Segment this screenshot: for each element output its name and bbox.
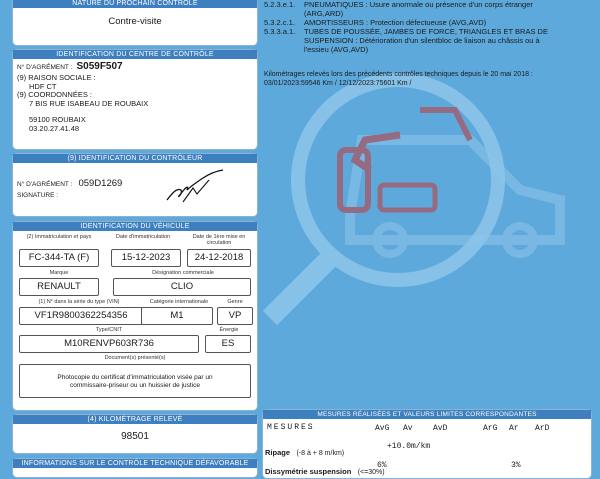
vehicule-header: IDENTIFICATION DU VÉHICULE bbox=[13, 222, 257, 231]
documents-label: Document(s) présenté(s) bbox=[104, 355, 166, 361]
km-history-line2: 03/01/2023:59546 Km / 12/12/2023:75601 Km / bbox=[264, 80, 412, 87]
genre-value: VP bbox=[217, 307, 253, 325]
signature-icon bbox=[163, 166, 233, 206]
next-control-header: NATURE DU PROCHAIN CONTRÔLE bbox=[13, 0, 257, 8]
marque-value: RENAULT bbox=[19, 278, 99, 296]
centre-agrement-value: S059F507 bbox=[76, 61, 123, 72]
defect-line: l'essieu (AVG,AVD) bbox=[304, 45, 369, 54]
categorie-value: M1 bbox=[141, 307, 213, 325]
measure-label: Ripage bbox=[265, 448, 291, 457]
vehicule-panel bbox=[12, 221, 258, 411]
energie-label: Énergie bbox=[219, 327, 239, 333]
date-first-label: Date de 1ère mise en circulation bbox=[192, 234, 246, 246]
measure-row-dissymetrie bbox=[265, 461, 589, 476]
documents-value-line1: Photocopie du certificat d'immatriculation visée par un bbox=[57, 374, 213, 381]
measure-value-ard: 3% bbox=[511, 461, 521, 470]
measure-value-av: +10.0m/km bbox=[387, 442, 431, 451]
centre-agrement-label: N° D'AGRÉMENT : bbox=[17, 64, 73, 71]
col-arg-header: ArG bbox=[483, 424, 498, 433]
km-history bbox=[264, 70, 533, 88]
magnifier-handle-icon bbox=[270, 258, 330, 318]
date-immat-label: Date d'immatriculation bbox=[115, 234, 171, 240]
kilometrage-panel bbox=[12, 414, 258, 454]
measure-value-avg: 6% bbox=[377, 461, 387, 470]
controleur-agrement-value: 059D1269 bbox=[78, 178, 123, 189]
defect-line: 5.2.3.e.1. PNEUMATIQUES : Usure anormale ou présence d'un corps étranger bbox=[264, 0, 533, 9]
centre-address-line1: 7 BIS RUE ISABEAU DE ROUBAIX bbox=[29, 98, 149, 108]
controleur-panel bbox=[12, 153, 258, 217]
defect-line: 5.3.2.c.1. AMORTISSEURS : Protection défectueuse (AVG,AVD) bbox=[264, 18, 487, 27]
genre-label: Genre bbox=[227, 299, 243, 305]
col-avg-header: AvG bbox=[375, 424, 390, 433]
controleur-header: (9) IDENTIFICATION DU CONTRÔLEUR bbox=[13, 154, 257, 163]
centre-panel bbox=[12, 49, 258, 150]
measure-limit: (-8 à + 8 m/km) bbox=[296, 450, 345, 457]
col-av-header: Av bbox=[403, 424, 413, 433]
measures-title: MESURES bbox=[267, 423, 315, 432]
date-first-value: 24-12-2018 bbox=[187, 249, 251, 267]
col-ard-header: ArD bbox=[535, 424, 550, 433]
centre-address-line2: 59100 ROUBAIX bbox=[29, 115, 86, 124]
defect-line: (ARG,ARD) bbox=[304, 9, 344, 18]
measure-limit: (<=30%) bbox=[357, 469, 385, 476]
immat-value: FC-344-TA (F) bbox=[19, 249, 99, 267]
date-immat-value: 15-12-2023 bbox=[111, 249, 181, 267]
vin-value: VF1R9800362254356 bbox=[19, 307, 143, 325]
centre-coord-label: (9) COORDONNÉES : bbox=[17, 90, 93, 99]
controleur-agrement-label: N° D'AGRÉMENT : bbox=[17, 181, 73, 188]
info-bottom-header: INFORMATIONS SUR LE CONTRÔLE TECHNIQUE DÉFAVORABLE bbox=[13, 459, 257, 468]
type-label: Type/CNIT bbox=[95, 327, 123, 333]
energie-value: ES bbox=[205, 335, 251, 353]
designation-label: Désignation commerciale bbox=[152, 270, 214, 276]
measures-panel bbox=[262, 409, 592, 479]
kilometrage-value: 98501 bbox=[121, 431, 149, 442]
centre-phone: 03.20.27.41.48 bbox=[29, 123, 80, 133]
defect-line: SUSPENSION : Détérioration d'un silentbloc de liaison au châssis ou à bbox=[304, 36, 540, 45]
categorie-label: Catégorie internationale bbox=[149, 299, 209, 305]
col-avd-header: AvD bbox=[433, 424, 448, 433]
centre-header: IDENTIFICATION DU CENTRE DE CONTRÔLE bbox=[13, 50, 257, 59]
documents-box bbox=[19, 364, 251, 398]
km-history-line1: Kilométrages relevés lors des précédents contrôles techniques depuis le 20 mai 2018 : bbox=[264, 71, 533, 78]
controleur-signature-label: SIGNATURE : bbox=[17, 192, 59, 199]
next-control-value: Contre-visite bbox=[108, 16, 162, 27]
info-bottom-panel bbox=[12, 458, 258, 478]
immat-label: (2) Immatriculation et pays bbox=[26, 234, 92, 240]
measures-header: MESURES RÉALISÉES ET VALEURS LIMITES CORRESPONDANTES bbox=[263, 410, 591, 419]
col-ar-header: Ar bbox=[509, 424, 519, 433]
next-control-panel bbox=[12, 0, 258, 46]
kilometrage-header: (4) KILOMÉTRAGE RELEVÉ bbox=[13, 415, 257, 424]
defects-list bbox=[264, 0, 548, 54]
type-value: M10RENVP603R736 bbox=[19, 335, 199, 353]
designation-value: CLIO bbox=[113, 278, 251, 296]
documents-value-line2: commissaire-priseur ou un huissier de justice bbox=[69, 382, 201, 389]
centre-raison-label: (9) RAISON SOCIALE : bbox=[17, 73, 96, 82]
defect-line: 5.3.3.a.1. TUBES DE POUSSÉE, JAMBES DE FORCE, TRIANGLES ET BRAS DE bbox=[264, 27, 548, 36]
centre-raison-value: HDF CT bbox=[29, 81, 57, 91]
vin-label: (1) N° dans la série du type (VIN) bbox=[38, 299, 120, 305]
measure-row-ripage bbox=[265, 442, 589, 457]
marque-label: Marque bbox=[49, 270, 69, 276]
measure-label: Dissymétrie suspension bbox=[265, 467, 352, 476]
